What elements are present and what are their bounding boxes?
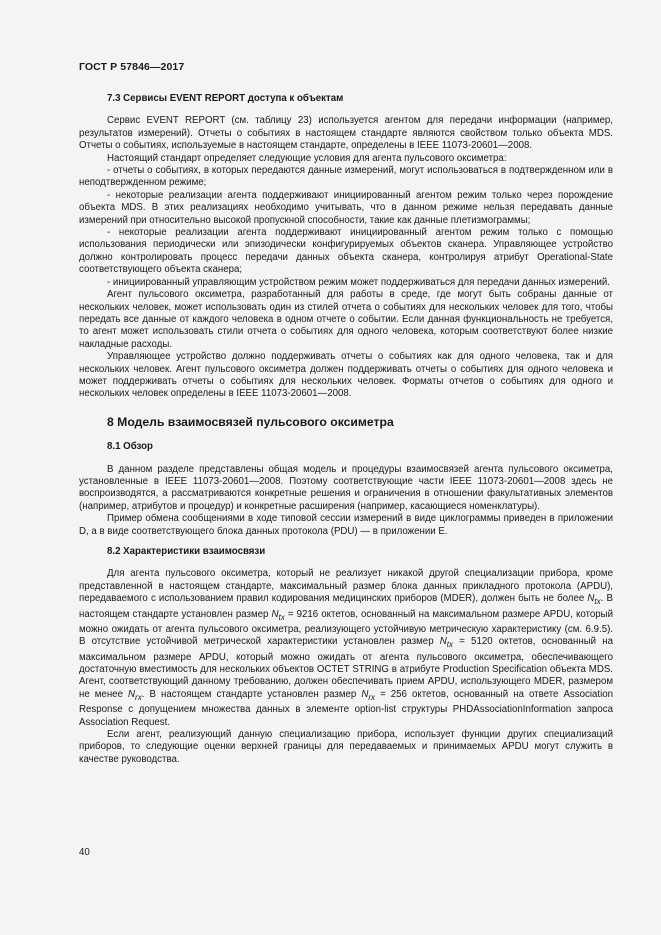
section-8-1-heading: 8.1 Обзор xyxy=(107,441,153,453)
page-number: 40 xyxy=(79,847,90,858)
list-item: - отчеты о событиях, в которых передаются данные измерений, могут использоваться в подтвержденном или в неподтвержденном режиме; xyxy=(79,165,613,189)
paragraph: Пример обмена сообщениями в ходе типовой сессии измерений в виде циклограммы приведен в приложении D, а в виде соответствующего блока данных протокола (PDU) — в приложении Е. xyxy=(79,513,613,537)
standard-header: ГОСТ Р 57846—2017 xyxy=(79,61,185,73)
paragraph: Управляющее устройство должно поддерживать отчеты о событиях как для одного человека, так и для нескольких человек. Агент пульсового оксиметра должен поддерживать отчеты о событиях для одного человека и может поддерживать отчеты о событиях для нескольких человек. Форматы отчетов о событиях для одного и нескольких человек определены в IEEE 11073-20601—2008. xyxy=(79,351,613,400)
paragraph: Настоящий стандарт определяет следующие условия для агента пульсового оксиметра: xyxy=(107,152,507,164)
paragraph: В данном разделе представлены общая модель и процедуры взаимосвязей агента пульсового оксиметра, установленные в IEEE 11073-20601—2008. Поэтому соответствующие части IEEE 11073-20601—2008 здесь не воспроизводятся, а рассматриваются конкретные решения и ограничения в отношении факультативных элементов (например, атрибутов и процедур) и конкретные расширения (например, касающиеся номенклатуры). xyxy=(79,463,613,512)
list-item: - некоторые реализации агента поддерживают инициированный агентом режим только с помощью использования периодически или эпизодически конфигурируемых объектов сканера. Управляющее устройство должно контролировать процесс передачи данных объекта сканера, контролируя атрибут Operational-State соответствующего объекта сканера; xyxy=(79,227,613,276)
paragraph: Если агент, реализующий данную специализацию прибора, использует функции других специализаций приборов, то следующие оценки верхней границы для передаваемых и принимаемых APDU могут служить в качестве руководства. xyxy=(79,729,613,765)
paragraph: Агент пульсового оксиметра, разработанный для работы в среде, где могут быть собраны данные от нескольких человек, может использовать один из стилей отчета о событиях для нескольких человек для того, чтобы передать все данные от каждого человека в одном отчете о событии. Если данная функциональность не требуется, то агент может использовать стили отчета о событиях для одного человека, которым соответствуют более низкие накладные расходы. xyxy=(79,289,613,350)
section-7-3-heading: 7.3 Сервисы EVENT REPORT доступа к объектам xyxy=(107,93,344,104)
section-8-heading: 8 Модель взаимосвязей пульсового оксиметра xyxy=(107,414,394,429)
list-item: - инициированный управляющим устройством режим может поддерживаться для передачи данных измерений. xyxy=(107,276,610,288)
paragraph: Сервис EVENT REPORT (см. таблицу 23) используется агентом для передачи информации (например, результатов измерений). Отчеты о событиях в настоящем стандарте являются свойством только объекта MDS. Отчеты о событиях, используемые в настоящем стандарте, определены в IEEE 11073-20601—2008. xyxy=(79,115,613,152)
page-content xyxy=(79,93,613,766)
section-8-2-heading: 8.2 Характеристики взаимосвязи xyxy=(107,546,266,557)
list-item: - некоторые реализации агента поддерживают инициированный агентом режим только через порождение объекта MDS. В этих реализациях необходимо учитывать, что в данном режиме нельзя передавать данные измерений при относительно высокой пропускной способности, такие как данные плетизмограммы; xyxy=(79,189,613,226)
paragraph-apdu-size: Для агента пульсового оксиметра, который не реализует никакой другой специализации прибора, кроме представленной в настоящем стандарте, максимальный размер блока данных прикладного протокола (APDU), передаваемого с использованием правил кодирования медицинских приборов (MDER), должен быть не более $N_{tx}$. В настоящем стандарте установлен размер $N_{tx} = 9216$ октетов, основанный на максимальном размере APDU, который можно ожидать от агента пульсового оксиметра, реализующего устойчивую метрическую характеристику (см. 6.9.5). В отсутствие устойчивой метрической характеристики установлен размер $N_{tx} = 5120$ октетов, основанный на максимальном размере APDU, который можно ожидать от агента пульсового оксиметра, обеспечивающего достаточную вместимость для нескольких объектов OCTET STRING в атрибуте Production Specification объекта MDS. Агент, соответствующий данному требованию, должен обеспечивать прием APDU, использующего MDER, размером не менее $N_{rx}$. В настоящем стандарте установлен размер $N_{rx} = 256$ октетов, основанный на ответе Association Response с допущением множества данных в элементе option-list структуры PHDAssociationInformation запроса Association Request. xyxy=(79,568,614,728)
